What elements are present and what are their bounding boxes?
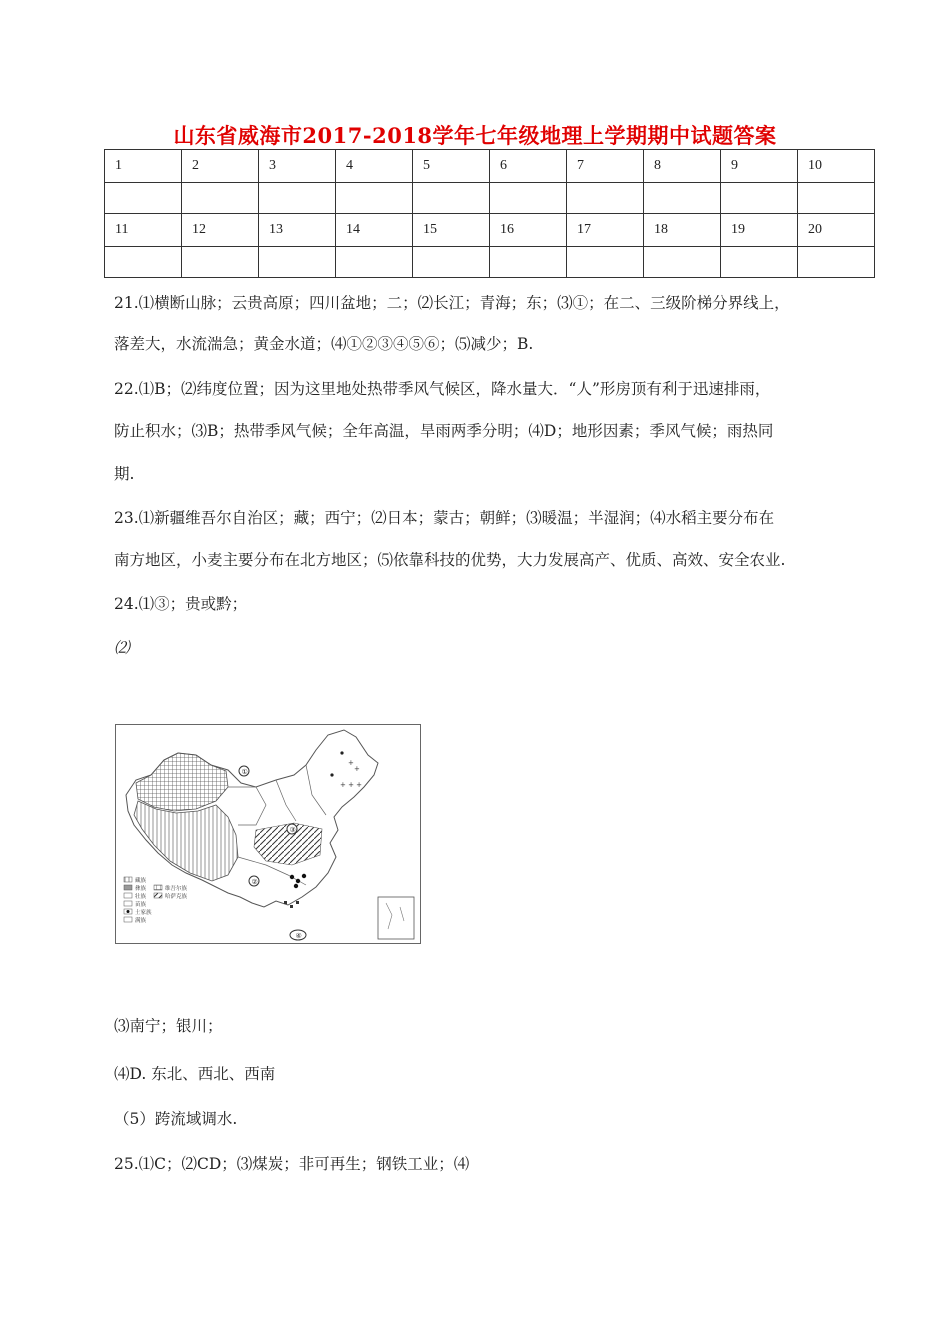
grid-cell-empty (798, 247, 875, 278)
marker-1 (239, 766, 249, 776)
grid-cell: 2 (182, 150, 259, 183)
answer-grid-blank-row (105, 247, 875, 278)
svg-text:苗族: 苗族 (135, 902, 147, 908)
svg-text:④: ④ (295, 932, 302, 940)
grid-cell: 20 (798, 214, 875, 247)
map-svg (116, 725, 420, 943)
grid-cell: 17 (567, 214, 644, 247)
svg-text:+ + +: + + + (340, 781, 363, 789)
grid-cell-empty (336, 183, 413, 214)
grid-cell: 9 (721, 150, 798, 183)
marker-3 (287, 824, 297, 834)
answer-24-part-4: ⑷D. 东北、西北、西南 (114, 1065, 276, 1083)
answer-24-part-2: ⑵ (114, 639, 130, 657)
answer-21-line-1: 21.⑴横断山脉；云贵高原；四川盆地；二；⑵长江；青海；东；⑶①；在二、三级阶梯分界线上， (114, 294, 790, 312)
grid-cell-empty (798, 183, 875, 214)
svg-text:满族: 满族 (135, 918, 147, 924)
grid-cell: 10 (798, 150, 875, 183)
answer-grid-header-row (105, 214, 875, 247)
grid-cell-empty (105, 247, 182, 278)
answer-24-part-5: （5）跨流域调水. (114, 1110, 238, 1128)
grid-cell-empty (259, 183, 336, 214)
grid-cell-empty (567, 183, 644, 214)
grid-cell: 11 (105, 214, 182, 247)
grid-cell: 15 (413, 214, 490, 247)
grid-cell: 8 (644, 150, 721, 183)
answer-25-line-1: 25.⑴C；⑵CD；⑶煤炭；非可再生；钢铁工业；⑷ (114, 1155, 470, 1173)
svg-text:壮族: 壮族 (135, 894, 147, 900)
grid-cell-empty (490, 183, 567, 214)
grid-cell-empty (182, 247, 259, 278)
grid-cell-empty (413, 183, 490, 214)
south-sea-inset (378, 897, 414, 939)
grid-cell: 1 (105, 150, 182, 183)
grid-cell-empty (336, 247, 413, 278)
grid-cell: 13 (259, 214, 336, 247)
china-ethnic-map (115, 724, 421, 944)
grid-cell-empty (721, 247, 798, 278)
grid-cell-empty (259, 247, 336, 278)
grid-cell-empty (567, 247, 644, 278)
answer-24-part-3: ⑶南宁；银川； (114, 1017, 223, 1035)
answer-21-line-2: 落差大，水流湍急；黄金水道；⑷①②③④⑤⑥；⑸减少；B. (114, 335, 534, 353)
grid-cell-empty (182, 183, 259, 214)
grid-cell-empty (644, 183, 721, 214)
marker-2 (249, 876, 259, 886)
answer-grid-header-row (105, 150, 875, 183)
grid-cell: 14 (336, 214, 413, 247)
answer-22-line-3: 期. (114, 465, 135, 483)
marker-4 (290, 930, 306, 940)
grid-cell-empty (490, 247, 567, 278)
svg-text:彝族: 彝族 (135, 886, 147, 892)
answer-22-line-2: 防止积水；⑶B；热带季风气候；全年高温，旱雨两季分明；⑷D；地形因素；季风气候；雨热同 (114, 422, 774, 440)
grid-cell: 16 (490, 214, 567, 247)
answer-grid-blank-row (105, 183, 875, 214)
grid-cell-empty (105, 183, 182, 214)
svg-text:+: + (354, 765, 360, 773)
page-title: 山东省威海市2017-2018学年七年级地理上学期期中试题答案 (173, 123, 777, 148)
grid-cell: 7 (567, 150, 644, 183)
grid-cell: 19 (721, 214, 798, 247)
grid-cell: 18 (644, 214, 721, 247)
answer-22-line-1: 22.⑴B；⑵纬度位置；因为这里地处热带季风气候区，降水量大．“人”形房顶有利于迅速排雨， (114, 380, 771, 398)
grid-cell-empty (413, 247, 490, 278)
svg-text:②: ② (251, 878, 258, 886)
svg-text:藏族: 藏族 (135, 878, 147, 884)
answer-23-line-1: 23.⑴新疆维吾尔自治区；藏；西宁；⑵日本；蒙古；朝鲜；⑶暖温；半湿润；⑷水稻主要分布在 (114, 509, 775, 527)
svg-text:①: ① (241, 768, 248, 776)
grid-cell: 4 (336, 150, 413, 183)
svg-text:③: ③ (289, 826, 296, 834)
answer-23-line-2: 南方地区，小麦主要分布在北方地区；⑸依靠科技的优势，大力发展高产、优质、高效、安全农业. (114, 551, 786, 569)
answer-grid (104, 149, 875, 278)
map-legend (124, 876, 188, 924)
svg-text:+: + (348, 759, 354, 767)
grid-cell: 3 (259, 150, 336, 183)
grid-cell: 5 (413, 150, 490, 183)
grid-cell-empty (721, 183, 798, 214)
grid-cell: 6 (490, 150, 567, 183)
grid-cell-empty (644, 247, 721, 278)
grid-cell: 12 (182, 214, 259, 247)
svg-text:土家族: 土家族 (135, 910, 152, 916)
svg-text:哈萨克族: 哈萨克族 (165, 894, 188, 900)
answer-24-line-1: 24.⑴③；贵或黔； (114, 595, 248, 613)
svg-text:维吾尔族: 维吾尔族 (165, 886, 188, 892)
